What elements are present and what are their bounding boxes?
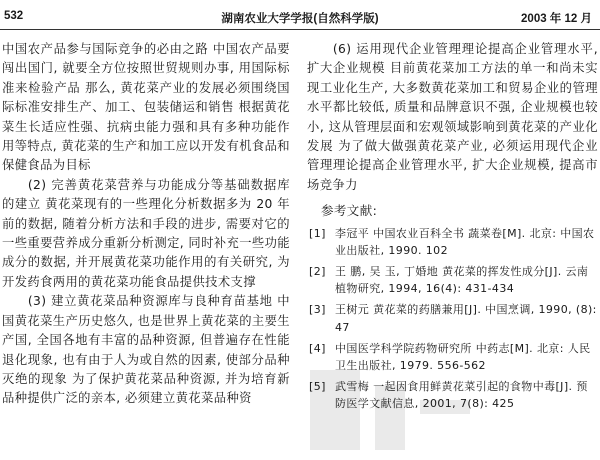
left-column <box>2 40 290 409</box>
reference-text: 武雪梅 一起因食用鲜黄花菜引起的食物中毒[J]. 预防医学文献信息, 2001, 7(8): 425 <box>335 380 588 411</box>
reference-text: 王 鹏, 吴 玉, 丁婚地 黄花菜的挥发性成分[J]. 云南植物研究, 1994, 16(4): 431-434 <box>335 265 589 296</box>
reference-number: [3] <box>309 303 326 317</box>
page-number: 532 <box>4 10 24 22</box>
header-rule <box>0 29 600 30</box>
reference-number: [1] <box>309 226 326 240</box>
reference-item <box>307 263 598 297</box>
reference-list <box>307 225 598 413</box>
running-header <box>2 10 598 26</box>
right-column <box>307 40 598 417</box>
reference-item <box>307 378 598 412</box>
reference-number: [4] <box>309 341 326 355</box>
left-paragraph-1: 中国农产品参与国际竞争的必由之路 中国农产品要闯出国门, 就要全方位按照世贸规则办事, 用国际标准来检验产品 那么, 黄花菜产业的发展必须围绕国际标准安排生产、加工、包装储运和销售 根据黄花菜生长适应性强、抗病虫能力强和具有多种功能作用等特点, 黄花菜的生产和加工应以开发有机食品和保健食品为目标 <box>2 42 290 173</box>
reference-item <box>307 225 598 259</box>
issue-date: 2003 年 12 月 <box>521 13 592 25</box>
reference-text: 王树元 黄花菜的药膳兼用[J]. 中国烹调, 1990, (8): 47 <box>335 303 597 334</box>
reference-text: 中国医学科学院药物研究所 中药志[M]. 北京: 人民卫生出版社, 1979. 556-562 <box>335 341 591 373</box>
reference-number: [5] <box>309 380 326 394</box>
right-paragraph: (6) 运用现代企业管理理论提高企业管理水平, 扩大企业规模 目前黄花菜加工方法的单一和尚未实现工业化生产, 大多数黄花菜加工和贸易企业的管理水平都比较低, 质量和品牌意识不强, 企业规模也较小, 这从管理层面和宏观领域影响到黄花菜的产业化发展 为了做大做强黄花菜产业, 必须运用现代企业管理理论提高企业管理水平, 扩大企业规模, 提高市场竞争力 <box>307 42 598 192</box>
references-heading: 参考文献: <box>321 203 378 219</box>
left-paragraph-2: (2) 完善黄花菜营养与功能成分等基础数据库的建立 黄花菜现有的一些理化分析数据多为 20 年前的数据, 随着分析方法和手段的进步, 需要对它的一些重要营养成分重新分析测定, 同时补充一些功能成分的数据, 并开展黄花菜功能作用的有关研究, 为开发药食两用的黄花菜功能食品提供技术支撑 <box>2 177 290 289</box>
reference-text: 李冠平 中国农业百科全书 蔬菜卷[M]. 北京: 中国农业出版社, 1990. 102 <box>335 226 595 257</box>
reference-number: [2] <box>309 265 326 279</box>
reference-item <box>307 301 598 335</box>
left-paragraph-3: (3) 建立黄花菜品种资源库与良种育苗基地 中国黄花菜生产历史悠久, 也是世界上黄花菜的主要生产国, 全国各地有丰富的品种资源, 但普遍存在性能退化现象, 也有由于人为或自然的因素, 使部分品种灭绝的现象 为了保护黄花菜品种资源, 并为培育新品种提供广泛的亲本, 必须建立黄花菜品种资 <box>2 294 290 406</box>
reference-item <box>307 340 598 374</box>
journal-title: 湖南农业大学学报(自然科学版) <box>221 13 379 25</box>
